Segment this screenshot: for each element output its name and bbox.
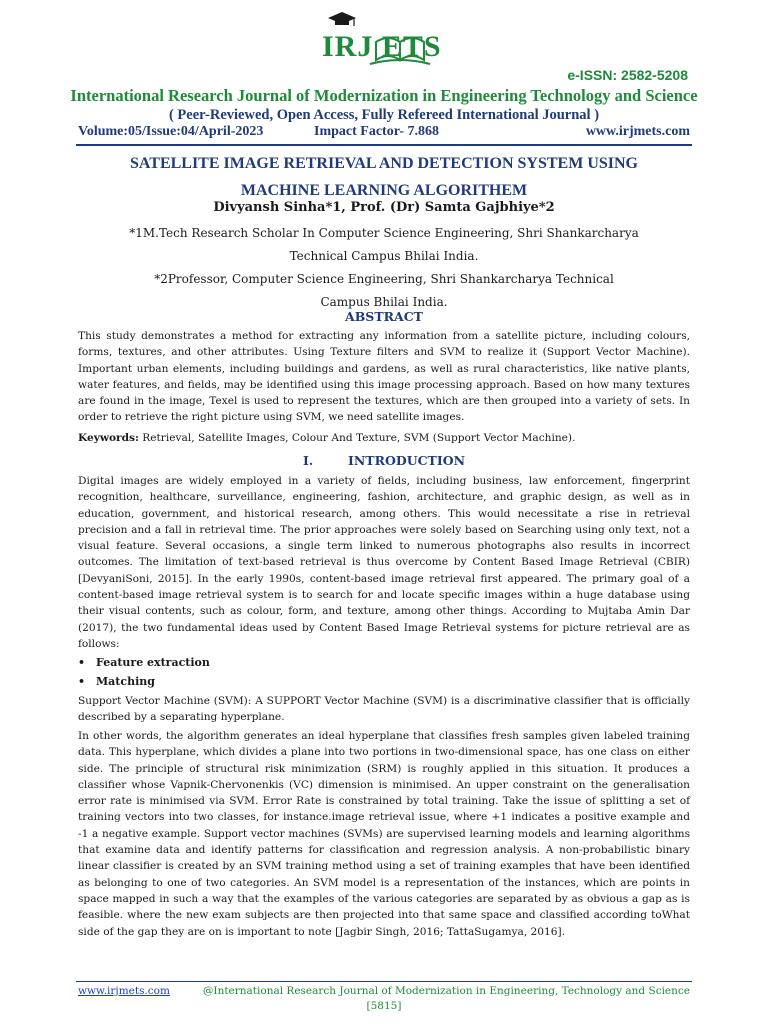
bullet-label: Matching bbox=[96, 675, 155, 688]
abstract-heading: ABSTRACT bbox=[345, 309, 423, 324]
keywords-line bbox=[78, 430, 690, 446]
affiliation-1-line2: Technical Campus Bhilai India. bbox=[289, 249, 479, 263]
journal-website[interactable]: www.irjmets.com bbox=[585, 124, 690, 139]
paper-title-line1: SATELLITE IMAGE RETRIEVAL AND DETECTION SYSTEM USING bbox=[130, 155, 638, 172]
peer-review-line: ( Peer-Reviewed, Open Access, Fully Refereed International Journal ) bbox=[168, 107, 600, 123]
intro-paragraph-3: In other words, the algorithm generates an ideal hyperplane that classifies fresh samples given labeled training data. This hyperplane, which divides a plane into two portions in two-dimensional space, has one class on either side. The principle of structural risk minimization (SRM) is roughly applied in this situation. It produces a classifier whose Vapnik-Chervonenkis (VC) dimension is minimised. An upper constraint on the generalisation error rate is minimised via SVM. Error Rate is constrained by total training. Take the issue of splitting a set of training vectors into two classes, for instance.image retrieval issue, where +1 indicates a positive example and -1 a negative example. Support vector machines (SVMs) are supervised learning models and learning algorithms that examine data and identify patterns for classification and regression analysis. A non-probabilistic binary linear classifier is created by an SVM training method using a set of training examples that have been identified as belonging to one of two categories. An SVM model is a representation of the instances, which are points in space mapped in such a way that the examples of the various categories are separated by as obvious a gap as is feasible. where the new exam subjects are then projected into that same space and classified according toWhat side of the gap they are on is important to note [Jagbir Singh, 2016; TattaSugamya, 2016]. bbox=[78, 730, 690, 938]
paper-title bbox=[0, 150, 768, 204]
paper-title-line2: MACHINE LEARNING ALGORITHEM bbox=[240, 182, 528, 199]
footer-website-link[interactable]: www.irjmets.com bbox=[78, 985, 170, 997]
list-item bbox=[78, 675, 155, 688]
bullet-icon: • bbox=[78, 675, 86, 688]
author-affiliations bbox=[0, 222, 768, 314]
bullet-label: Feature extraction bbox=[96, 656, 210, 669]
intro-paragraph-1: Digital images are widely employed in a variety of fields, including business, law enforcement, fingerprint recognition, healthcare, surveillance, engineering, fashion, architecture, and graphic design, as well as in education, government, and historical research, among others. This would necessitate a rise in retrieval precision and a fall in retrieval time. The prior approaches were solely based on Searching using only text, not a visual feature. Several occasions, a single term linked to numerous photographs also results in incorrect outcomes. The limitation of text-based retrieval is thus overcome by Content Based Image Retrieval (CBIR) [DevyaniSoni, 2015]. In the early 1990s, content-based image retrieval first appeared. The primary goal of a content-based image retrieval system is to search for and locate specific images within a huge database using their visual contents, such as colour, form, and texture, among other things. According to Mujtaba Amin Dar (2017), the two fundamental ideas used by Content Based Image Retrieval systems for picture retrieval are as follows: bbox=[78, 475, 690, 650]
logo-text: IRJ ETS bbox=[322, 30, 442, 63]
impact-factor: Impact Factor- 7.868 bbox=[314, 124, 440, 139]
intro-paragraph-2: Support Vector Machine (SVM): A SUPPORT Vector Machine (SVM) is a discriminative classifier that is officially described by a separating hyperplane. bbox=[78, 695, 690, 724]
paper-authors: Divyansh Sinha*1, Prof. (Dr) Samta Gajbhiye*2 bbox=[213, 200, 555, 215]
page-number: [5815] bbox=[366, 1000, 402, 1012]
footer-copyright: @International Research Journal of Modernization in Engineering, Technology and Science bbox=[202, 985, 690, 997]
affiliation-2-line1: *2Professor, Computer Science Engineering, Shri Shankarcharya Technical bbox=[154, 272, 614, 286]
bullet-icon: • bbox=[78, 656, 86, 669]
volume-info: Volume:05/Issue:04/April-2023 bbox=[78, 124, 264, 139]
list-item bbox=[78, 656, 210, 669]
keywords-label: Keywords: bbox=[78, 432, 139, 444]
header-rule bbox=[76, 144, 692, 146]
keywords-value: Retrieval, Satellite Images, Colour And Texture, SVM (Support Vector Machine). bbox=[138, 432, 576, 444]
affiliation-2-line2: Campus Bhilai India. bbox=[320, 295, 448, 309]
journal-name: International Research Journal of Modernization in Engineering Technology and Science bbox=[70, 86, 698, 105]
introduction-heading: I. INTRODUCTION bbox=[302, 453, 466, 468]
issn-label: e-ISSN: 2582-5208 bbox=[567, 67, 688, 83]
affiliation-1-line1: *1M.Tech Research Scholar In Computer Science Engineering, Shri Shankarcharya bbox=[129, 226, 639, 240]
journal-logo bbox=[318, 12, 458, 74]
abstract-text: This study demonstrates a method for extracting any information from a satellite picture, including colours, forms, textures, and other attributes. Using Texture filters and SVM to realize it (Support Vector Machine). Important urban elements, including buildings and gardens, as well as rural characteristics, like native plants, water features, and fields, may be identified using this image processing approach. Based on how many textures are found in the image, Texel is used to represent the textures, which are then grouped into a variety of sets. In order to retrieve the right picture using SVM, we need satellite images. bbox=[78, 330, 690, 424]
footer-rule bbox=[76, 981, 692, 982]
